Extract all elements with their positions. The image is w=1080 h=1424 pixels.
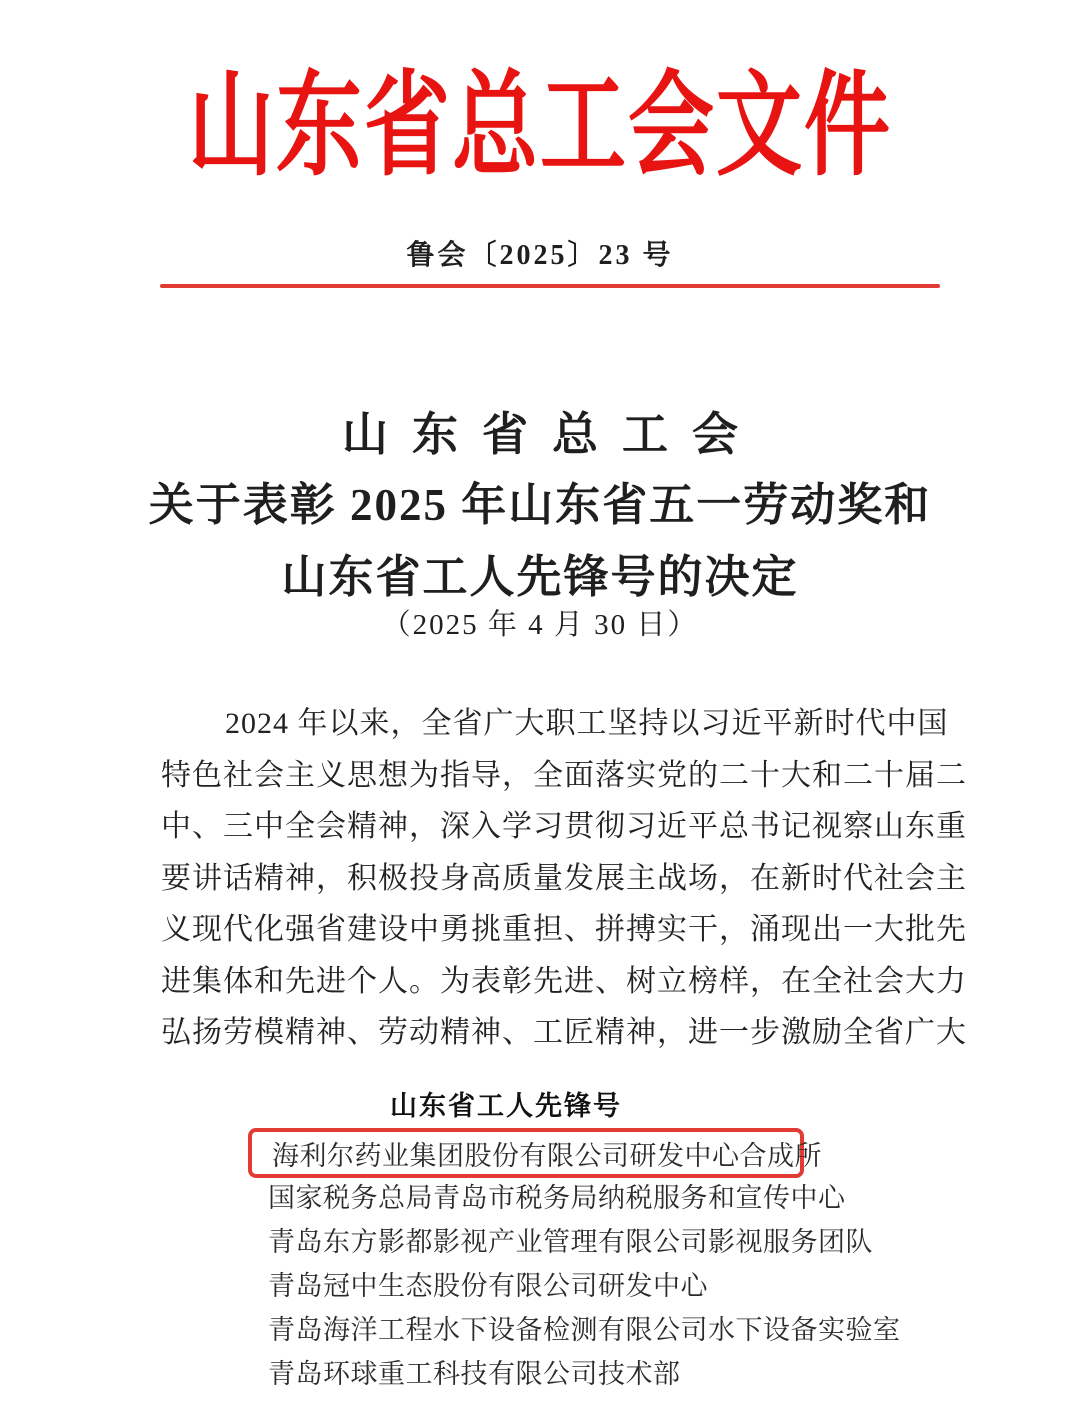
highlighted-award-item: 海利尔药业集团股份有限公司研发中心合成所: [272, 1140, 822, 1171]
award-list: [268, 1176, 908, 1396]
body-line: 义现代化强省建设中勇挑重担、拼搏实干，涌现出一大批先: [161, 913, 967, 946]
body-line: 中、三中全会精神，深入学习贯彻习近平总书记视察山东重: [161, 810, 967, 843]
document-title-line-1: 关于表彰 2025 年山东省五一劳动奖和: [148, 480, 932, 530]
issuing-org-title: 山东省总工会: [342, 409, 762, 460]
award-list-item: 青岛环球重工科技有限公司技术部: [268, 1359, 681, 1389]
document-title-line-2: 山东省工人先锋号的决定: [281, 552, 799, 602]
body-line: 2024 年以来，全省广大职工坚持以习近平新时代中国: [225, 707, 949, 740]
award-list-item: 国家税务总局青岛市税务局纳税服务和宣传中心: [268, 1183, 846, 1213]
document-banner-title: 山东省总工会文件: [188, 63, 892, 190]
award-section-heading: 山东省工人先锋号: [390, 1091, 622, 1121]
award-list-item: 青岛海洋工程水下设备检测有限公司水下设备实验室: [268, 1315, 901, 1345]
body-line: 弘扬劳模精神、劳动精神、工匠精神，进一步激励全省广大: [161, 1016, 967, 1049]
highlight-annotation-box: [248, 1128, 822, 1178]
award-list-item: 青岛冠中生态股份有限公司研发中心: [268, 1271, 708, 1301]
red-rule-divider: [160, 284, 940, 288]
body-line: 要讲话精神，积极投身高质量发展主战场，在新时代社会主: [161, 861, 967, 895]
body-line: 特色社会主义思想为指导，全面落实党的二十大和二十届二: [161, 758, 967, 792]
body-line: 进集体和先进个人。为表彰先进、树立榜样，在全社会大力: [161, 964, 967, 998]
document-number: 鲁会〔2025〕23 号: [406, 240, 674, 271]
body-paragraph: [161, 698, 967, 1059]
document-date: （2025 年 4 月 30 日）: [381, 609, 699, 641]
award-list-item: 青岛东方影都影视产业管理有限公司影视服务团队: [268, 1227, 873, 1257]
